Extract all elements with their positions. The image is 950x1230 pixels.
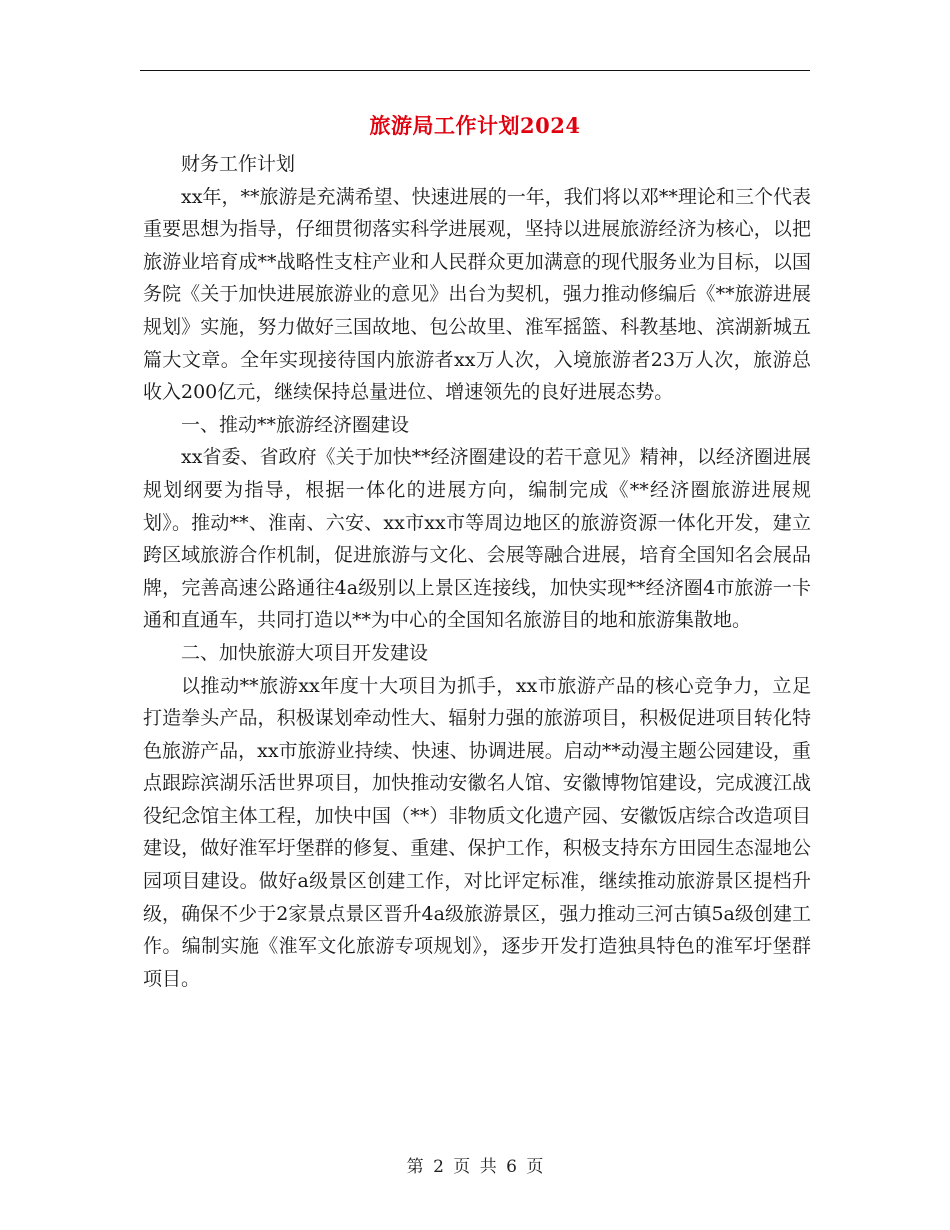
paragraph-section-2: 以推动**旅游xx年度十大项目为抓手，xx市旅游产品的核心竞争力，立足打造拳头产品，积极谋划牵动性大、辐射力强的旅游项目，积极促进项目转化特色旅游产品，xx市旅游业持续、快速、协调进展。启动**动漫主题公园建设，重点跟踪滨湖乐活世界项目，加快推动安徽名人馆、安徽博物馆建设，完成渡江战役纪念馆主体工程，加快中国（**）非物质文化遗产园、安徽饭店综合改造项目建设，做好淮军圩堡群的修复、重建、保护工作，积极支持东方田园生态湿地公园项目建设。做好a级景区创建工作，对比评定标准，继续推动旅游景区提档升级，确保不少于2家景点景区晋升4a级旅游景区，强力推动三河古镇5a级创建工作。编制实施《淮军文化旅游专项规划》，逐步开发打造独具特色的淮军圩堡群项目。 (143, 674, 811, 990)
header-rule (140, 70, 810, 71)
section-heading-2: 二、加快旅游大项目开发建设 (181, 641, 429, 664)
document-title: 旅游局工作计划2024 (369, 113, 581, 138)
page-number: 第 2 页 共 6 页 (406, 1157, 544, 1177)
document-body (143, 148, 811, 995)
paragraph-section-1: xx省委、省政府《关于加快**经济圈建设的若干意见》精神，以经济圈进展规划纲要为指导，根据一体化的进展方向，编制完成《**经济圈旅游进展规划》。推动**、淮南、六安、xx市xx市等周边地区的旅游资源一体化开发，建立跨区域旅游合作机制，促进旅游与文化、会展等融合进展，培育全国知名会展品牌，完善高速公路通往4a级别以上景区连接线，加快实现**经济圈4市旅游一卡通和直通车，共同打造以**为中心的全国知名旅游目的地和旅游集散地。 (143, 446, 811, 632)
section-heading-1: 一、推动**旅游经济圈建设 (181, 413, 410, 436)
paragraph-intro: xx年，**旅游是充满希望、快速进展的一年，我们将以邓**理论和三个代表重要思想为指导，仔细贯彻落实科学进展观，坚持以进展旅游经济为核心，以把旅游业培育成**战略性支柱产业和人民群众更加满意的现代服务业为目标，以国务院《关于加快进展旅游业的意见》出台为契机，强力推动修编后《**旅游进展规划》实施，努力做好三国故地、包公故里、淮军摇篮、科教基地、滨湖新城五篇大文章。全年实现接待国内旅游者xx万人次，入境旅游者23万人次，旅游总收入200亿元，继续保持总量进位、增速领先的良好进展态势。 (143, 185, 811, 404)
section-heading-finance: 财务工作计划 (181, 153, 296, 175)
